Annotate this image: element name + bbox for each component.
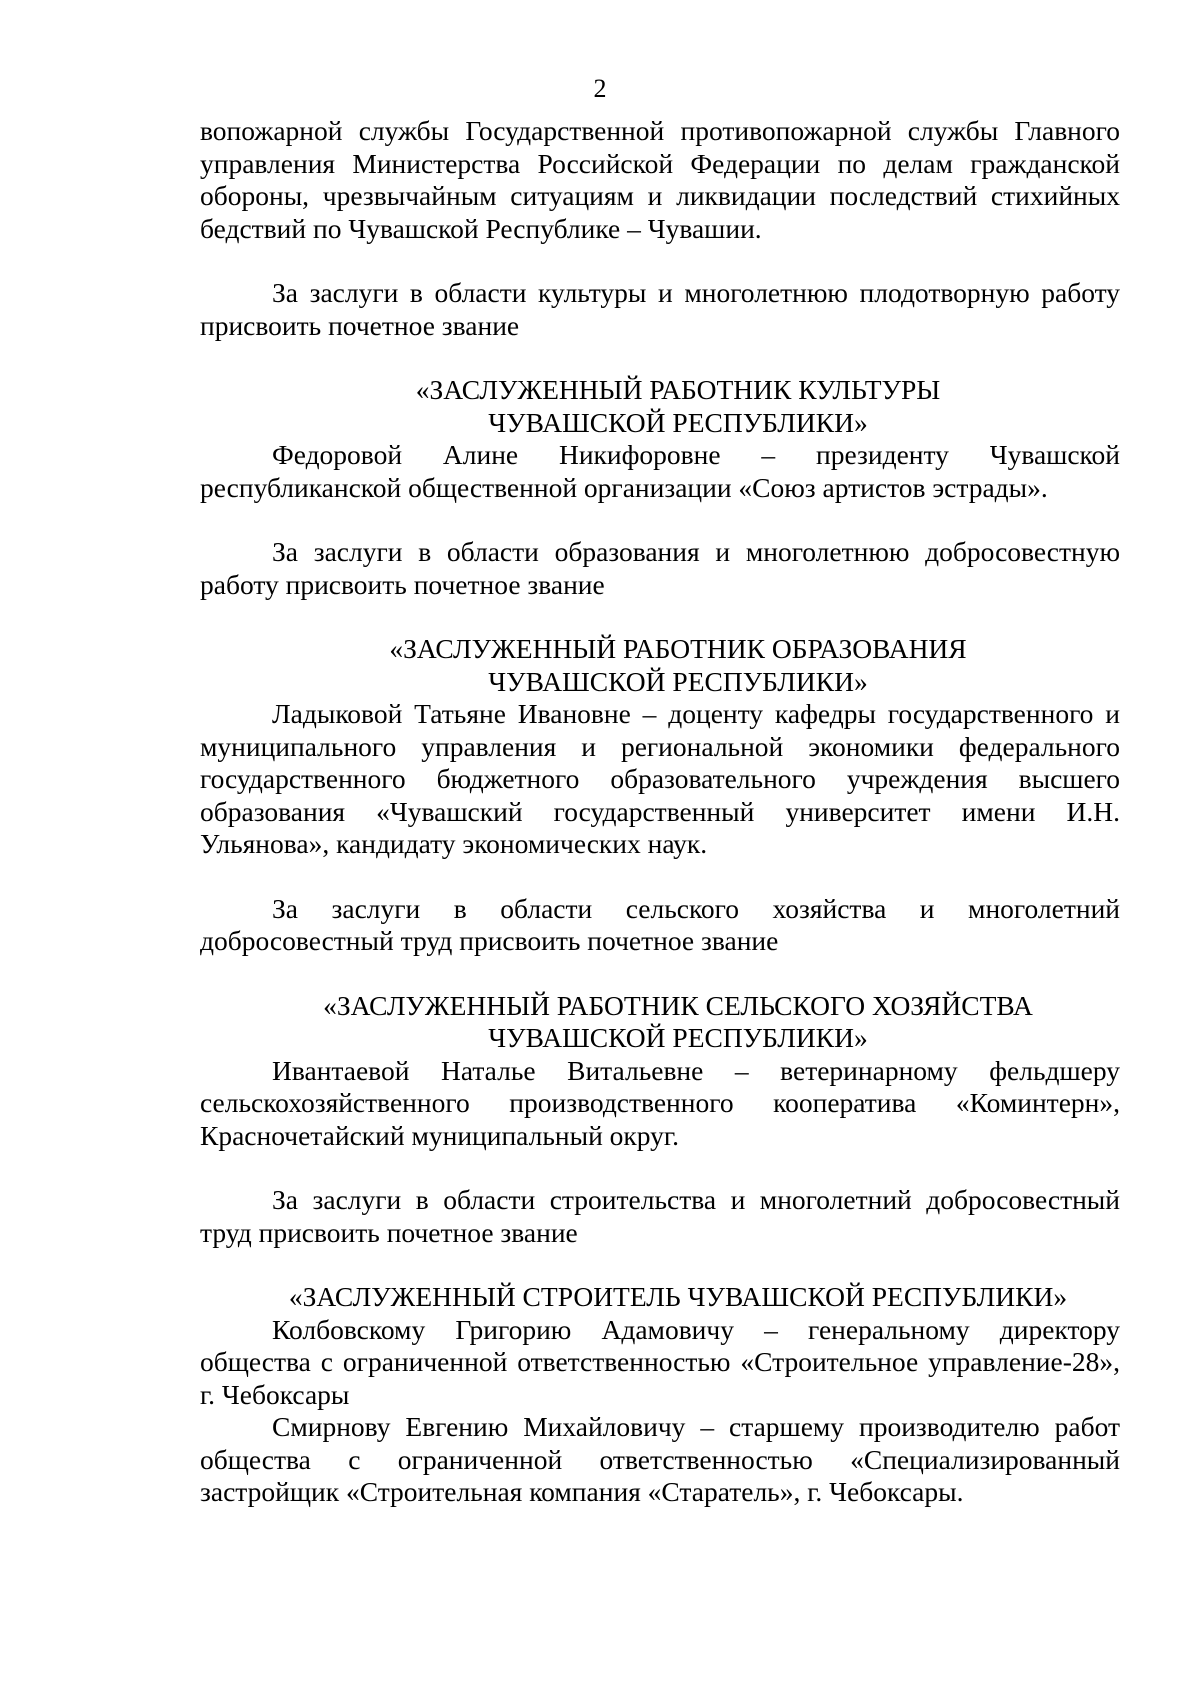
title-line: ЧУВАШСКОЙ РЕСПУБЛИКИ» — [488, 665, 868, 697]
paragraph-awardee-kolbovsky: Колбовскому Григорию Адамовичу – генеральному директору общества с ограниченной ответственностью «Строительное управление-28», г. Чебоксары — [200, 1313, 1120, 1410]
paragraph-construction-merit: За заслуги в области строительства и многолетний добросовестный труд присвоить почетное звание — [200, 1184, 1120, 1248]
title-honored-education-worker — [200, 633, 1120, 698]
spacer — [200, 342, 1120, 374]
title-honored-builder — [200, 1281, 1120, 1314]
title-line: ЧУВАШСКОЙ РЕСПУБЛИКИ» — [488, 406, 868, 438]
title-line: «ЗАСЛУЖЕННЫЙ РАБОТНИК КУЛЬТУРЫ — [415, 374, 941, 405]
title-honored-culture-worker — [200, 374, 1120, 439]
title-line: ЧУВАШСКОЙ РЕСПУБЛИКИ» — [488, 1022, 868, 1053]
document-body — [200, 115, 1120, 1509]
title-line: «ЗАСЛУЖЕННЫЙ РАБОТНИК ОБРАЗОВАНИЯ — [389, 633, 967, 664]
spacer — [200, 601, 1120, 633]
paragraph-awardee-fedorova: Федоровой Алине Никифоровне – президенту Чувашской республиканской общественной организации «Союз артистов эстрады». — [200, 439, 1120, 503]
title-line: «ЗАСЛУЖЕННЫЙ СТРОИТЕЛЬ ЧУВАШСКОЙ РЕСПУБЛИКИ» — [288, 1281, 1068, 1312]
paragraph-awardee-ivantaeva: Ивантаевой Наталье Витальевне – ветеринарному фельдшеру сельскохозяйственного производственного кооператива «Коминтерн», Красночетайский муниципальный округ. — [200, 1054, 1120, 1151]
paragraph-awardee-smirnov: Смирнову Евгению Михайловичу – старшему производителю работ общества с ограниченной ответственностью «Специализированный застройщик «Строительная компания «Старатель», г. Чебоксары. — [200, 1411, 1120, 1507]
spacer — [200, 1152, 1120, 1184]
title-line: «ЗАСЛУЖЕННЫЙ РАБОТНИК СЕЛЬСКОГО ХОЗЯЙСТВА — [323, 989, 1033, 1021]
spacer — [200, 504, 1120, 536]
paragraph-agriculture-merit: За заслуги в области сельского хозяйства и многолетний добросовестный труд присвоить почетное звание — [200, 892, 1120, 956]
paragraph-service-continuation: вопожарной службы Государственной противопожарной службы Главного управления Министерства Российской Федерации по делам гражданской обороны, чрезвычайным ситуациям и ликвидации последствий стихийных бедствий по Чувашской Республике – Чувашии. — [200, 115, 1120, 244]
title-honored-agriculture-worker — [200, 990, 1120, 1055]
spacer — [200, 1249, 1120, 1281]
paragraph-culture-merit: За заслуги в области культуры и многолетнюю плодотворную работу присвоить почетное звание — [200, 277, 1120, 341]
spacer — [200, 245, 1120, 277]
spacer — [200, 861, 1120, 893]
paragraph-education-merit: За заслуги в области образования и многолетнюю добросовестную работу присвоить почетное звание — [200, 536, 1120, 600]
spacer — [200, 958, 1120, 990]
page-number: 2 — [593, 74, 607, 103]
paragraph-awardee-ladykova: Ладыковой Татьяне Ивановне – доценту кафедры государственного и муниципального управления и региональной экономики федерального государственного бюджетного образовательного учреждения высшего образования «Чувашский государственный университет имени И.Н. Ульянова», кандидату экономических наук. — [200, 698, 1120, 859]
